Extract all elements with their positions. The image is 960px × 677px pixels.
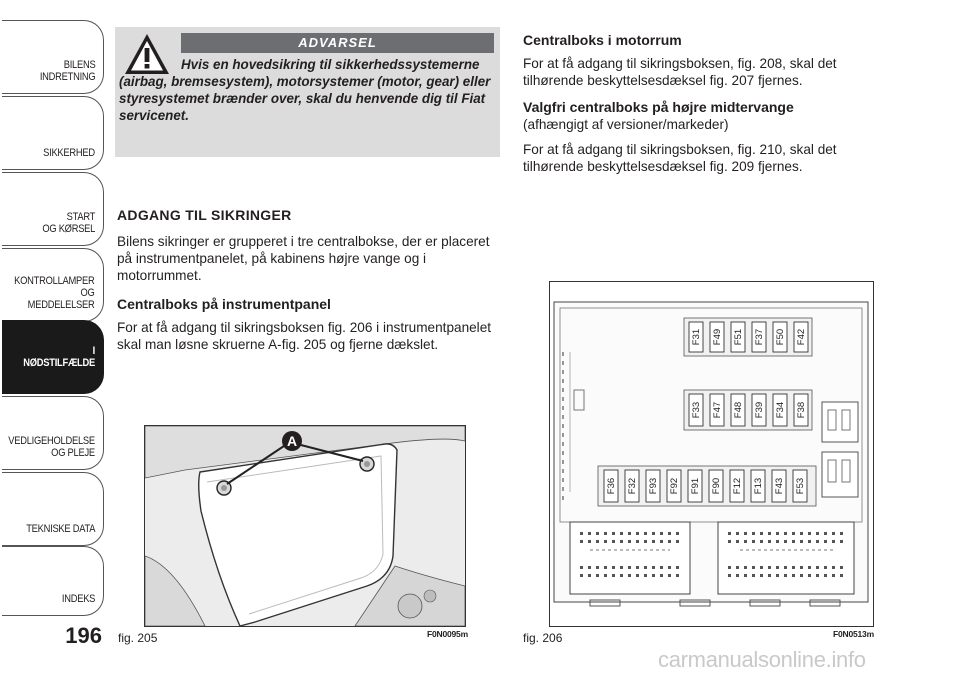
- fuse-label: F53: [795, 477, 806, 495]
- fuse-label: F51: [733, 328, 744, 346]
- fuse-label: F32: [627, 477, 638, 495]
- left-column: [117, 207, 497, 353]
- tab-bilens-indretning[interactable]: [2, 20, 104, 94]
- fuse-label: F90: [711, 477, 722, 495]
- connector-pin: [728, 574, 731, 577]
- connector-pin: [636, 574, 639, 577]
- connector-pin: [620, 532, 623, 535]
- connector-pin: [728, 566, 731, 569]
- fuse-label: F93: [648, 477, 659, 495]
- caption-fig-205: fig. 205: [118, 631, 158, 645]
- connector-pin: [824, 566, 827, 569]
- connector-pin: [636, 566, 639, 569]
- connector-pin: [784, 532, 787, 535]
- connector-pin: [676, 574, 679, 577]
- connector-pin: [628, 574, 631, 577]
- connector-pin: [668, 540, 671, 543]
- connector-pin: [744, 566, 747, 569]
- connector-pin: [596, 566, 599, 569]
- tab-label: TEKNISKE DATA: [25, 523, 95, 535]
- caption-fig-206: fig. 206: [523, 631, 563, 645]
- tab-label: VEDLIGEHOLDELSE OG PLEJE: [8, 435, 95, 459]
- tab-sikkerhed[interactable]: [2, 96, 104, 170]
- connector-pin: [816, 574, 819, 577]
- right-column: [523, 32, 873, 175]
- fuse-label: F38: [796, 401, 807, 419]
- figure-205: [144, 425, 466, 627]
- connector-pin: [800, 540, 803, 543]
- fuse-label: F36: [606, 477, 617, 495]
- connector-pin: [612, 540, 615, 543]
- connector-pin: [800, 574, 803, 577]
- connector-pin: [736, 574, 739, 577]
- connector-pin: [604, 566, 607, 569]
- connector-pin: [612, 574, 615, 577]
- connector-pin: [816, 566, 819, 569]
- fuse-label: F47: [712, 401, 723, 419]
- fuse-label: F49: [712, 328, 723, 346]
- midtervange-note: (afhængigt af versioner/markeder): [523, 117, 729, 132]
- fuse-label: F92: [669, 477, 680, 495]
- connector-pin: [840, 566, 843, 569]
- connector-pin: [832, 574, 835, 577]
- connector-pin: [840, 540, 843, 543]
- connector-pin: [832, 532, 835, 535]
- connector-pin: [668, 566, 671, 569]
- connector-pin: [824, 574, 827, 577]
- connector-pin: [808, 540, 811, 543]
- fuse-label: F91: [690, 477, 701, 495]
- fuse-label: F13: [753, 477, 764, 495]
- connector-pin: [832, 540, 835, 543]
- tab-label: START OG KØRSEL: [42, 211, 95, 235]
- connector-pin: [768, 532, 771, 535]
- connector-pin: [744, 540, 747, 543]
- connector-pin: [644, 566, 647, 569]
- connector-pin: [792, 532, 795, 535]
- connector-pin: [752, 540, 755, 543]
- tab-i-noedstilfaelde[interactable]: [2, 320, 104, 394]
- connector-pin: [776, 574, 779, 577]
- connector-pin: [596, 540, 599, 543]
- connector-pin: [776, 566, 779, 569]
- connector-pin: [792, 566, 795, 569]
- connector-pin: [580, 532, 583, 535]
- connector-pin: [752, 574, 755, 577]
- connector-pin: [808, 532, 811, 535]
- connector-pin: [628, 540, 631, 543]
- connector-pin: [840, 574, 843, 577]
- connector-pin: [776, 532, 779, 535]
- connector-pin: [744, 574, 747, 577]
- connector-pin: [800, 566, 803, 569]
- label-a: A: [286, 433, 298, 449]
- intro-paragraph: Bilens sikringer er grupperet i tre centralbokse, der er placeret på instrumentpanelet, på kabinens højre vange og i motorrummet.: [117, 234, 490, 283]
- connector-pin: [768, 566, 771, 569]
- connector-pin: [676, 532, 679, 535]
- connector-pin: [652, 540, 655, 543]
- connector-pin: [588, 532, 591, 535]
- connector-pin: [792, 540, 795, 543]
- tab-indeks[interactable]: [2, 546, 104, 616]
- warning-banner: ADVARSEL: [181, 33, 494, 53]
- tab-tekniske-data[interactable]: [2, 472, 104, 546]
- connector-pin: [596, 574, 599, 577]
- connector-pin: [660, 574, 663, 577]
- connector-pin: [816, 532, 819, 535]
- connector-pin: [580, 566, 583, 569]
- tab-label: KONTROLLAMPER OG MEDDELELSER: [14, 275, 96, 311]
- connector-pin: [660, 532, 663, 535]
- connector-pin: [768, 540, 771, 543]
- connector-pin: [628, 566, 631, 569]
- connector-pin: [760, 566, 763, 569]
- midtervange-paragraph: For at få adgang til sikringsboksen, fig. 210, skal det tilhørende beskyttelsesdæksel fig. 209 fjernes.: [523, 142, 837, 174]
- fuse-label: F37: [754, 328, 765, 346]
- connector-pin: [580, 540, 583, 543]
- connector-pin: [588, 574, 591, 577]
- page-number: 196: [65, 623, 102, 648]
- connector-pin: [668, 532, 671, 535]
- connector-pin: [824, 532, 827, 535]
- connector-pin: [728, 540, 731, 543]
- connector-pin: [612, 566, 615, 569]
- connector-pin: [620, 574, 623, 577]
- warning-text: Hvis en hovedsikring til sikkerhedssystemerne (airbag, bremsesystem), motorsystemer (motor, gear) eller styresystemet brænder over, skal du henvende dig til Fiat servicenet.: [119, 57, 491, 123]
- fuse-label: F31: [691, 328, 702, 346]
- tab-label: BILENS INDRETNING: [39, 59, 95, 83]
- fuse-label: F43: [774, 477, 785, 495]
- connector-pin: [588, 540, 591, 543]
- connector-pin: [652, 532, 655, 535]
- connector-pin: [644, 532, 647, 535]
- fuse-label: F50: [775, 328, 786, 346]
- fuse-label: F33: [691, 401, 702, 419]
- connector-pin: [612, 532, 615, 535]
- connector-pin: [676, 566, 679, 569]
- subheading-motorrum: Centralboks i motorrum: [523, 32, 682, 48]
- connector-pin: [604, 574, 607, 577]
- fuse-box-illustration: [550, 282, 873, 626]
- connector-pin: [644, 574, 647, 577]
- connector-pin: [808, 574, 811, 577]
- connector-pin: [604, 540, 607, 543]
- instrumentpanel-paragraph: For at få adgang til sikringsboksen fig. 206 i instrumentpanelet skal man løsne skruerne A-fig. 205 og fjerne dækslet.: [117, 320, 492, 352]
- connector-pin: [800, 532, 803, 535]
- tab-start-og-koersel[interactable]: [2, 172, 104, 246]
- connector-pin: [768, 574, 771, 577]
- connector-pin: [752, 566, 755, 569]
- connector-pin: [596, 532, 599, 535]
- connector-pin: [636, 532, 639, 535]
- tab-kontrollamper[interactable]: [2, 248, 104, 322]
- fuse-label: F34: [775, 401, 786, 419]
- fuse-label: F12: [732, 477, 743, 495]
- connector-pin: [752, 532, 755, 535]
- connector-pin: [676, 540, 679, 543]
- connector-pin: [816, 540, 819, 543]
- connector-pin: [760, 532, 763, 535]
- figure-206: [549, 281, 874, 627]
- tab-vedligeholdelse[interactable]: [2, 396, 104, 470]
- section-heading: ADGANG TIL SIKRINGER: [117, 207, 292, 223]
- connector-pin: [628, 532, 631, 535]
- fuse-label: F48: [733, 401, 744, 419]
- connector-pin: [840, 532, 843, 535]
- motorrum-paragraph: For at få adgang til sikringsboksen, fig. 208, skal det tilhørende beskyttelsesdæksel fig. 207 fjernes.: [523, 56, 837, 88]
- connector-pin: [668, 574, 671, 577]
- connector-pin: [776, 540, 779, 543]
- fuse-label: F39: [754, 401, 765, 419]
- connector-pin: [660, 540, 663, 543]
- connector-pin: [620, 540, 623, 543]
- connector-pin: [824, 540, 827, 543]
- connector-pin: [652, 574, 655, 577]
- connector-pin: [744, 532, 747, 535]
- warning-box: [115, 27, 500, 157]
- dashboard-cover-illustration: [145, 426, 465, 626]
- connector-pin: [728, 532, 731, 535]
- tab-label: INDEKS: [61, 593, 95, 605]
- connector-pin: [580, 574, 583, 577]
- connector-pin: [736, 532, 739, 535]
- connector-pin: [736, 540, 739, 543]
- connector-pin: [808, 566, 811, 569]
- subheading-midtervange: Valgfri centralboks på højre midtervange: [523, 99, 794, 115]
- tab-label: SIKKERHED: [43, 147, 95, 159]
- connector-pin: [784, 540, 787, 543]
- connector-pin: [636, 540, 639, 543]
- connector-pin: [784, 566, 787, 569]
- connector-pin: [660, 566, 663, 569]
- connector-pin: [832, 566, 835, 569]
- connector-pin: [644, 540, 647, 543]
- connector-pin: [736, 566, 739, 569]
- connector-pin: [588, 566, 591, 569]
- code-fig-206: F0N0513m: [833, 629, 874, 639]
- tab-label: I NØDSTILFÆLDE: [23, 345, 96, 369]
- subheading-instrumentpanel: Centralboks på instrumentpanel: [117, 296, 331, 312]
- connector-pin: [652, 566, 655, 569]
- connector-pin: [792, 574, 795, 577]
- code-fig-205: F0N0095m: [427, 629, 468, 639]
- connector-pin: [620, 566, 623, 569]
- connector-pin: [760, 574, 763, 577]
- watermark: carmanualsonline.info: [658, 647, 866, 672]
- connector-pin: [604, 532, 607, 535]
- connector-pin: [784, 574, 787, 577]
- connector-pin: [760, 540, 763, 543]
- fuse-label: F42: [796, 328, 807, 346]
